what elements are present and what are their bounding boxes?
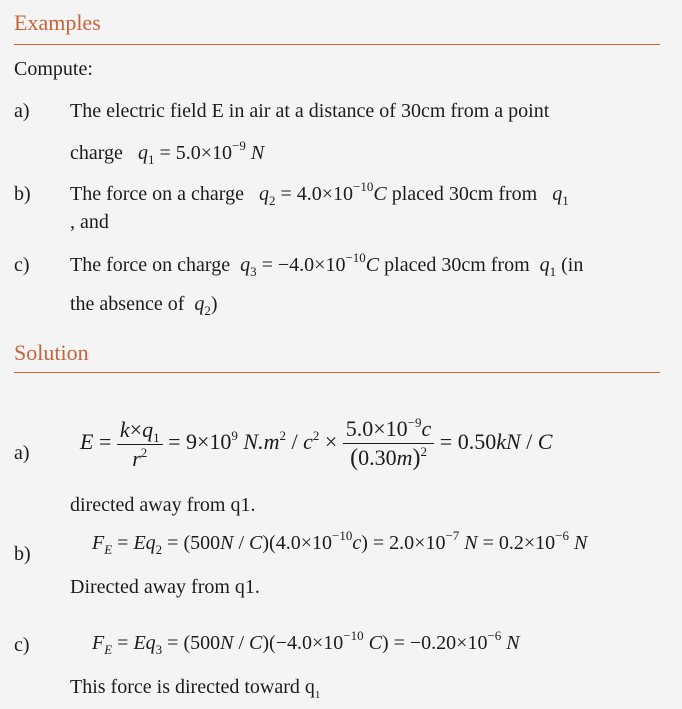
item-c-line1-text: The force on charge [70, 254, 231, 276]
item-c-label: c) [14, 254, 30, 276]
solution-a-label: a) [14, 442, 30, 464]
solution-c-note-text: This force is directed toward q [70, 676, 315, 698]
solution-b-formula: $F_E = Eq_2 = (500N / C)(4.0\times 10^{-10}c) = 2.0\times 10^{-7}$ $N = 0.2\times 10^{-6}$ N [92, 528, 588, 557]
fraction-charge-over-distance: $\frac{5.0\times 10^{-9}c}{(0.30m)^2}$ [343, 416, 435, 472]
examples-divider [14, 44, 660, 45]
item-c-line2 [70, 293, 218, 316]
item-c-line1 [70, 250, 584, 279]
compute-label: Compute: [14, 58, 93, 80]
item-b-line1-mid: placed 30cm from [391, 183, 538, 205]
item-b-formula: $q_2 = 4.0\times 10^{-10}C$ [258, 179, 387, 208]
solution-divider [14, 372, 660, 373]
item-a-line2 [70, 138, 265, 167]
solution-b-note: Directed away from q1. [70, 576, 260, 598]
item-c-formula: $q_3 = -4.0\times 10^{-10}C$ [240, 250, 380, 279]
item-b-label: b) [14, 183, 31, 205]
solution-a-formula: E = $\frac{k\times q_1}{r^2}$ = $9\times 10^9$ $N.m^2 / c^2$ × $\frac{5.0\times 10^{-9}c}{(0.30m)^2}$ = 0.50kN / C [80, 415, 553, 471]
item-b-line2: , and [70, 211, 109, 233]
item-a-line2-text: charge [70, 142, 123, 164]
fraction-kq-over-r2: $\frac{k\times q_1}{r^2}$ [117, 417, 163, 472]
solution-c-note: This force is directed toward $q_1$ [70, 676, 321, 701]
solution-heading: Solution [14, 340, 89, 365]
solution-a-note: directed away from q1. [70, 494, 256, 516]
item-c-line2-text: the absence of [70, 293, 185, 315]
solution-c-formula: $F_E = Eq_3 = (500N / C)(-4.0\times 10^{-10}$ $C) = -0.20\times 10^{-6}$ N [92, 628, 520, 657]
solution-b-label: b) [14, 543, 31, 565]
item-a-line1: The electric field E in air at a distance of 30cm from a point [70, 100, 550, 122]
item-a-label: a) [14, 100, 30, 122]
item-b-q1: $q_1$ [552, 183, 569, 208]
solution-c-label: c) [14, 634, 30, 656]
examples-heading: Examples [14, 10, 101, 35]
item-c-line1-mid: placed 30cm from [384, 254, 530, 276]
item-c-q2: $q_2$) [194, 293, 218, 318]
item-c-line1-end: (in [561, 254, 584, 276]
item-b-line1-text: The force on a charge [70, 183, 244, 205]
item-b-line1 [70, 179, 569, 208]
item-c-q1: $q_1$ [539, 254, 557, 279]
item-a-formula: $q_1 = 5.0\times 10^{-9}$ N [137, 138, 265, 167]
